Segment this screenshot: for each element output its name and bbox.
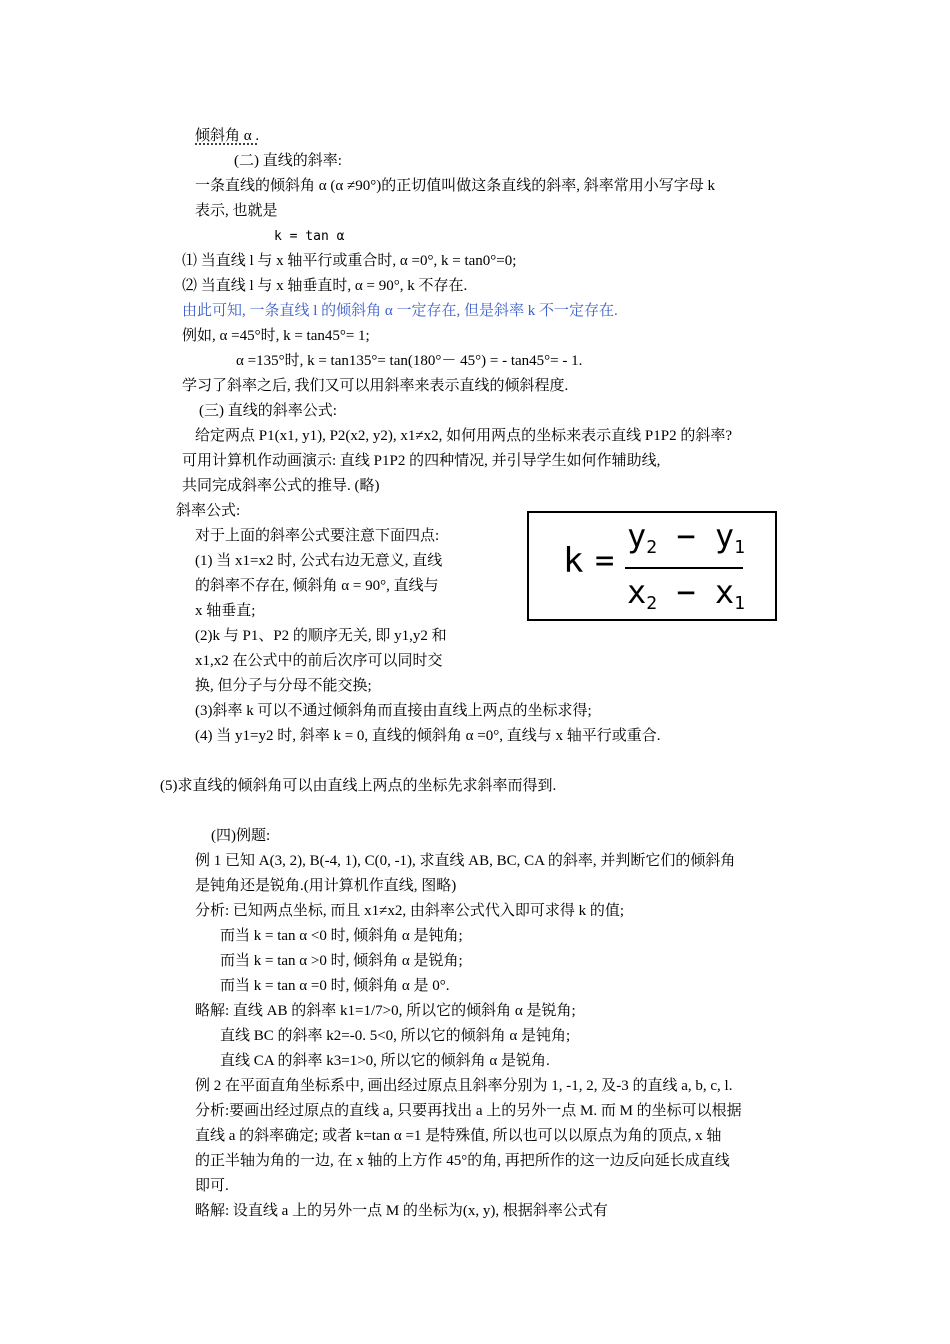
text-line: 表示, 也就是 (195, 203, 278, 219)
text-line: 而当 k = tan α >0 时, 倾斜角 α 是锐角; (220, 953, 463, 969)
formula-equals: = (595, 541, 615, 579)
text-line: 略解: 直线 AB 的斜率 k1=1/7>0, 所以它的倾斜角 α 是锐角; (195, 1003, 576, 1019)
section-heading: (二) 直线的斜率: (234, 153, 342, 169)
text-line: (1) 当 x1=x2 时, 公式右边无意义, 直线 (195, 553, 443, 569)
text-line: 对于上面的斜率公式要注意下面四点: (195, 528, 440, 544)
slope-formula-box (527, 511, 777, 621)
text-line: 例 2 在平面直角坐标系中, 画出经过原点且斜率分别为 1, -1, 2, 及-3 的直线 a, b, c, l. (195, 1078, 733, 1094)
text-line: (3)斜率 k 可以不通过倾斜角而直接由直线上两点的坐标求得; (195, 703, 592, 719)
section-heading: (三) 直线的斜率公式: (199, 403, 337, 419)
text-line: 一条直线的倾斜角 α (α ≠90°)的正切值叫做这条直线的斜率, 斜率常用小写字母 k (195, 178, 715, 194)
text-line: 而当 k = tan α =0 时, 倾斜角 α 是 0°. (220, 978, 450, 994)
text-line: 直线 BC 的斜率 k2=-0. 5<0, 所以它的倾斜角 α 是钝角; (220, 1028, 571, 1044)
text-line: 而当 k = tan α <0 时, 倾斜角 α 是钝角; (220, 928, 463, 944)
text-line: 直线 a 的斜率确定; 或者 k=tan α =1 是特殊值, 所以也可以以原点为角的顶点, x 轴 (195, 1128, 722, 1144)
text-line: 换, 但分子与分母不能交换; (195, 678, 372, 694)
text-line: 例如, α =45°时, k = tan45°= 1; (182, 328, 370, 344)
text-line: ⑵ 当直线 l 与 x 轴垂直时, α = 90°, k 不存在. (182, 278, 468, 294)
formula-denominator: $x_2 - x_1$ (627, 573, 746, 614)
formula-k: k (563, 541, 584, 581)
text-line: α =135°时, k = tan135°= tan(180°－ 45°) = - tan45°= - 1. (236, 353, 583, 369)
text-line: 的正半轴为角的一边, 在 x 轴的上方作 45°的角, 再把所作的这一边反向延长成直线 (195, 1153, 730, 1169)
text-line: (5)求直线的倾斜角可以由直线上两点的坐标先求斜率而得到. (160, 778, 557, 794)
text-line: 直线 CA 的斜率 k3=1>0, 所以它的倾斜角 α 是锐角. (220, 1053, 550, 1069)
text-line: 是钝角还是锐角.(用计算机作直线, 图略) (195, 878, 457, 894)
text-line: 例 1 已知 A(3, 2), B(-4, 1), C(0, -1), 求直线 AB, BC, CA 的斜率, 并判断它们的倾斜角 (195, 853, 736, 869)
text-line: ⑴ 当直线 l 与 x 轴平行或重合时, α =0°, k = tan0°=0; (182, 253, 517, 269)
equation-line: k = tan α (274, 229, 345, 244)
text-line: 的斜率不存在, 倾斜角 α = 90°, 直线与 (195, 578, 439, 594)
text-line: (2)k 与 P1、P2 的顺序无关, 即 y1,y2 和 (195, 628, 447, 644)
section-heading: (四)例题: (211, 828, 271, 844)
text-line: 分析:要画出经过原点的直线 a, 只要再找出 a 上的另外一点 M. 而 M 的坐标可以根据 (195, 1103, 742, 1119)
fraction-bar (625, 567, 743, 569)
text-line: x 轴垂直; (195, 603, 256, 619)
text-line: 即可. (195, 1178, 229, 1194)
text-line: 分析: 已知两点坐标, 而且 x1≠x2, 由斜率公式代入即可求得 k 的值; (195, 903, 625, 919)
text-line: 倾斜角 α . (195, 128, 260, 144)
highlight-line: 由此可知, 一条直线 l 的倾斜角 α 一定存在, 但是斜率 k 不一定存在. (182, 303, 618, 319)
formula-numerator: $y_2 - y_1$ (627, 517, 746, 558)
text-line: 给定两点 P1(x1, y1), P2(x2, y2), x1≠x2, 如何用两点的坐标来表示直线 P1P2 的斜率? (195, 428, 732, 444)
text-line: 可用计算机作动画演示: 直线 P1P2 的四种情况, 并引导学生如何作辅助线, (182, 453, 661, 469)
text-line: x1,x2 在公式中的前后次序可以同时交 (195, 653, 443, 669)
text-line: 斜率公式: (176, 503, 241, 519)
text-line: 学习了斜率之后, 我们又可以用斜率来表示直线的倾斜程度. (182, 378, 569, 394)
text-line: (4) 当 y1=y2 时, 斜率 k = 0, 直线的倾斜角 α =0°, 直线与 x 轴平行或重合. (195, 728, 661, 744)
text-line: 共同完成斜率公式的推导. (略) (182, 478, 380, 494)
text-line: 略解: 设直线 a 上的另外一点 M 的坐标为(x, y), 根据斜率公式有 (195, 1203, 608, 1219)
